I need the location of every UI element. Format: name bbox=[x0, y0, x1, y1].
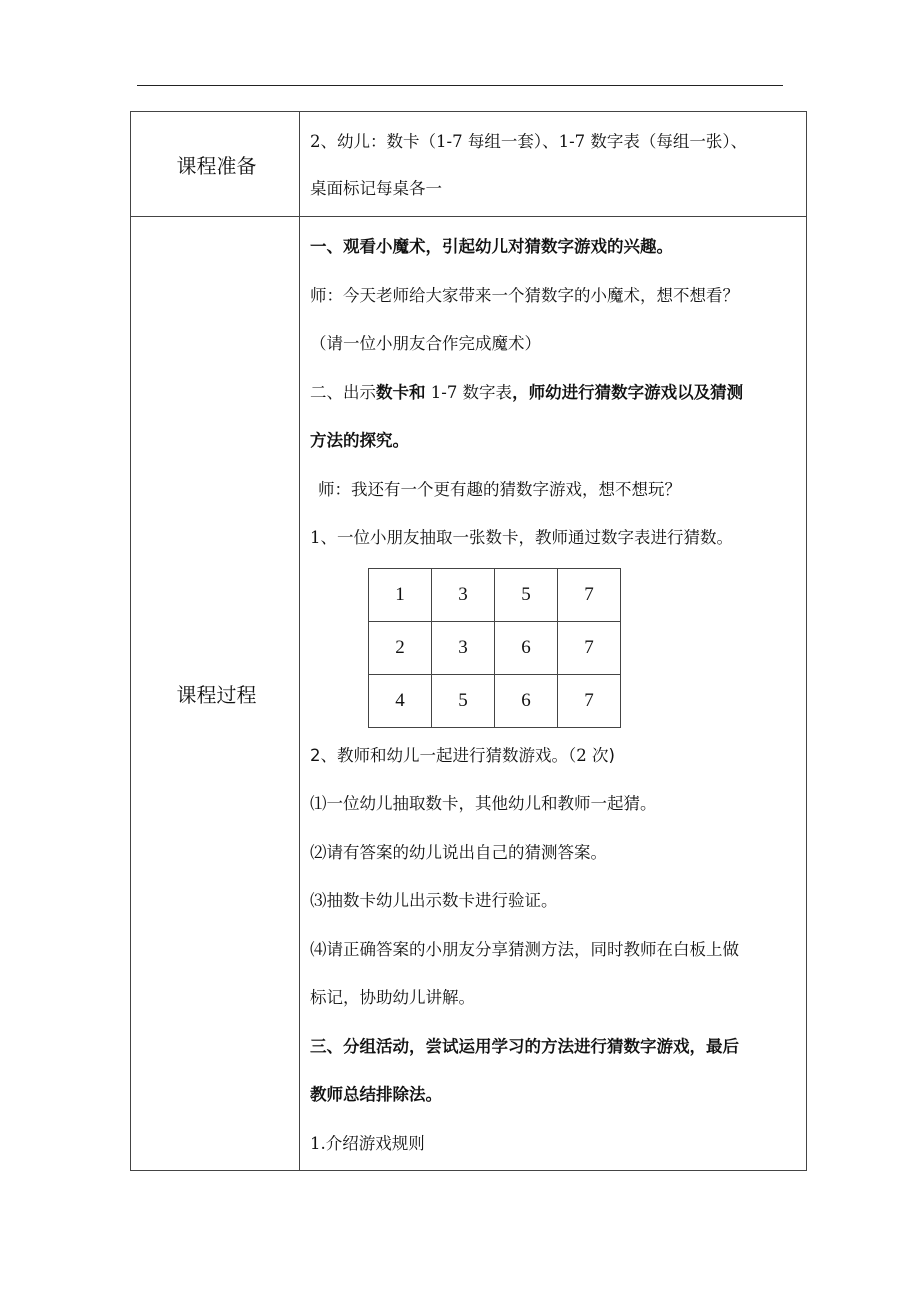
prep-line-2: 桌面标记每桌各一 bbox=[310, 179, 442, 198]
section-2-title-line-1: 二、出示数卡和 1-7 数字表，师幼进行猜数字游戏以及猜测 bbox=[310, 382, 744, 402]
number-cell: 6 bbox=[495, 674, 558, 727]
section-2-teacher-line: 师：我还有一个更有趣的猜数字游戏，想不想玩？ bbox=[318, 479, 681, 499]
number-cell: 2 bbox=[369, 621, 432, 674]
section-2-title-line-2: 方法的探究。 bbox=[310, 431, 409, 450]
number-grid-row bbox=[369, 621, 621, 674]
section-3-title-line-1: 三、分组活动，尝试运用学习的方法进行猜数字游戏，最后 bbox=[310, 1036, 739, 1056]
sub-step-2: ⑵请有答案的幼儿说出自己的猜测答案。 bbox=[310, 842, 607, 862]
number-cell: 1 bbox=[369, 568, 432, 621]
number-grid bbox=[368, 568, 621, 728]
section-1-note: （请一位小朋友合作完成魔术） bbox=[310, 334, 541, 353]
number-grid-row bbox=[369, 674, 621, 727]
number-cell: 3 bbox=[432, 621, 495, 674]
process-content bbox=[300, 217, 807, 1171]
prep-line-1: 2、幼儿：数卡（1-7 每组一套）、1-7 数字表（每组一张）、 bbox=[310, 132, 748, 151]
lesson-plan-table bbox=[130, 111, 807, 1171]
number-grid-row bbox=[369, 568, 621, 621]
sub-step-1: ⑴一位幼儿抽取数卡，其他幼儿和教师一起猜。 bbox=[310, 794, 657, 813]
number-cell: 5 bbox=[495, 568, 558, 621]
section-2-step-1: 1、一位小朋友抽取一张数卡，教师通过数字表进行猜数。 bbox=[310, 528, 733, 547]
number-cell: 5 bbox=[432, 674, 495, 727]
prep-content bbox=[300, 112, 807, 217]
sub-step-3: ⑶抽数卡幼儿出示数卡进行验证。 bbox=[310, 891, 558, 910]
header-rule bbox=[137, 85, 783, 86]
number-cell: 4 bbox=[369, 674, 432, 727]
section-3-title-line-2: 教师总结排除法。 bbox=[310, 1085, 442, 1104]
process-label: 课程过程 bbox=[131, 217, 300, 1171]
number-grid-wrapper bbox=[310, 563, 800, 732]
section-1-teacher-line: 师：今天老师给大家带来一个猜数字的小魔术，想不想看？ bbox=[310, 285, 739, 305]
number-cell: 3 bbox=[432, 568, 495, 621]
number-cell: 7 bbox=[558, 674, 621, 727]
prep-row bbox=[131, 112, 807, 217]
section-2-step-2: 2、教师和幼儿一起进行猜数游戏。（2 次) bbox=[310, 745, 615, 765]
number-cell: 6 bbox=[495, 621, 558, 674]
game-rules-heading: 1.介绍游戏规则 bbox=[310, 1133, 425, 1153]
section-1-title: 一、观看小魔术，引起幼儿对猜数字游戏的兴趣。 bbox=[310, 237, 673, 256]
sub-step-4-continued: 标记，协助幼儿讲解。 bbox=[310, 988, 475, 1007]
number-cell: 7 bbox=[558, 621, 621, 674]
prep-label: 课程准备 bbox=[131, 112, 300, 217]
process-row bbox=[131, 217, 807, 1171]
sub-step-4: ⑷请正确答案的小朋友分享猜测方法，同时教师在白板上做 bbox=[310, 939, 739, 959]
number-cell: 7 bbox=[558, 568, 621, 621]
